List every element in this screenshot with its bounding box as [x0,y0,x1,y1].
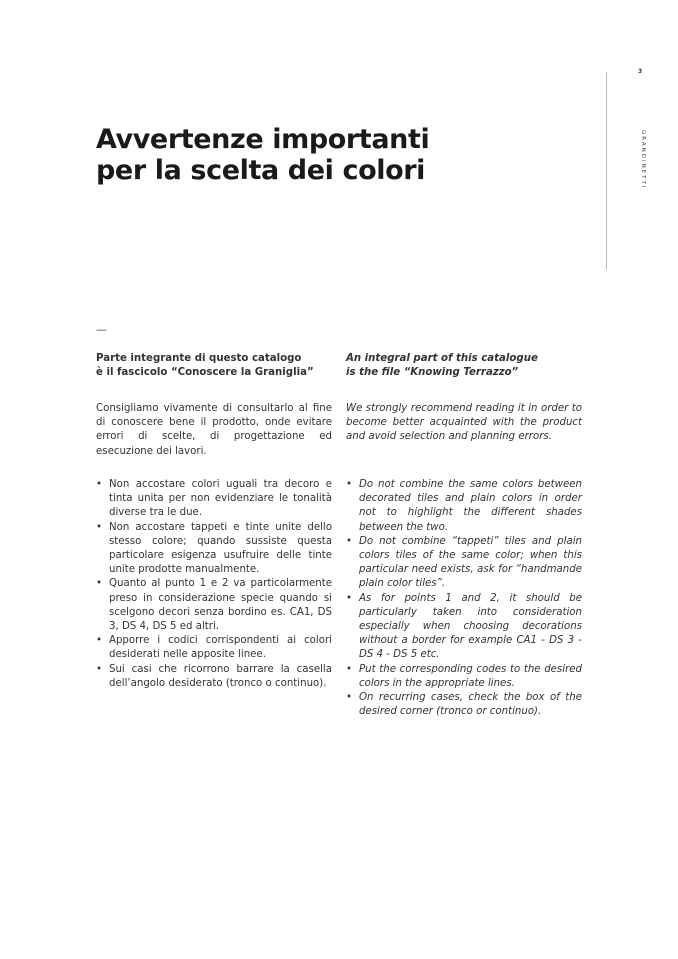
english-intro: We strongly recommend reading it in order to become better acquainted with the product and avoid selection and planning errors. [346,403,582,443]
english-bullet: • As for points 1 and 2, it should be particularly taken into consideration especially when choosing decorations without a border for example CA1 - DS 3 - DS 4 - DS 5 etc. [346,592,582,663]
page-number: 3 [638,68,643,75]
english-bullet: • On recurring cases, check the box of the desired corner (tronco or continuo). [346,691,582,719]
english-heading [346,352,582,380]
english-bullet: • Do not combine “tappeti” tiles and plain colors tiles of the same color; when this particular need exists, ask for “handmande plain color tiles”. [346,535,582,592]
italian-column [96,352,332,459]
page-title [96,124,429,186]
english-heading-line-1: An integral part of this catalogue [346,353,538,364]
english-bullet: • Put the corresponding codes to the desired colors in the appropriate lines. [346,663,582,691]
italian-bullet: • Non accostare colori uguali tra decoro e tinta unita per non evidenziare le tonalità diverse tra le due. [96,478,332,521]
brand-name: GRANDINETTI [640,130,646,190]
section-dash: — [96,323,107,336]
english-bullet-list [346,478,582,719]
english-heading-line-2: is the file “Knowing Terrazzo” [346,367,519,378]
title-line-2: per la scelta dei colori [96,155,426,186]
english-column [346,352,582,445]
italian-intro: Consigliamo vivamente di consultarlo al fine di conoscere bene il prodotto, onde evitare errori di scelte, di progettazione ed esecuzione dei lavori. [96,403,332,457]
english-bullet: • Do not combine the same colors between decorated tiles and plain colors in order not to highlight the different shades between the two. [346,478,582,535]
italian-bullet: • Quanto al punto 1 e 2 va particolarmente preso in considerazione specie quando si scelgono decori senza bordino es. CA1, DS 3, DS 4, DS 5 ed altri. [96,577,332,634]
italian-heading-line-2: è il fascicolo “Conoscere la Graniglia” [96,367,314,378]
italian-bullet: • Apporre i codici corrispondenti ai colori desiderati nelle apposite linee. [96,634,332,662]
italian-heading [96,352,332,380]
title-line-1: Avvertenze importanti [96,124,430,155]
italian-bullet: • Sui casi che ricorrono barrare la casella dell’angolo desiderato (tronco o continuo). [96,663,332,691]
italian-heading-line-1: Parte integrante di questo catalogo [96,353,302,364]
italian-bullet: • Non accostare tappeti e tinte unite dello stesso colore; quando sussiste questa particolare esigenza usufruire delle tinte unite prodotte manualmente. [96,521,332,578]
italian-bullet-list [96,478,332,691]
side-divider [606,72,607,270]
